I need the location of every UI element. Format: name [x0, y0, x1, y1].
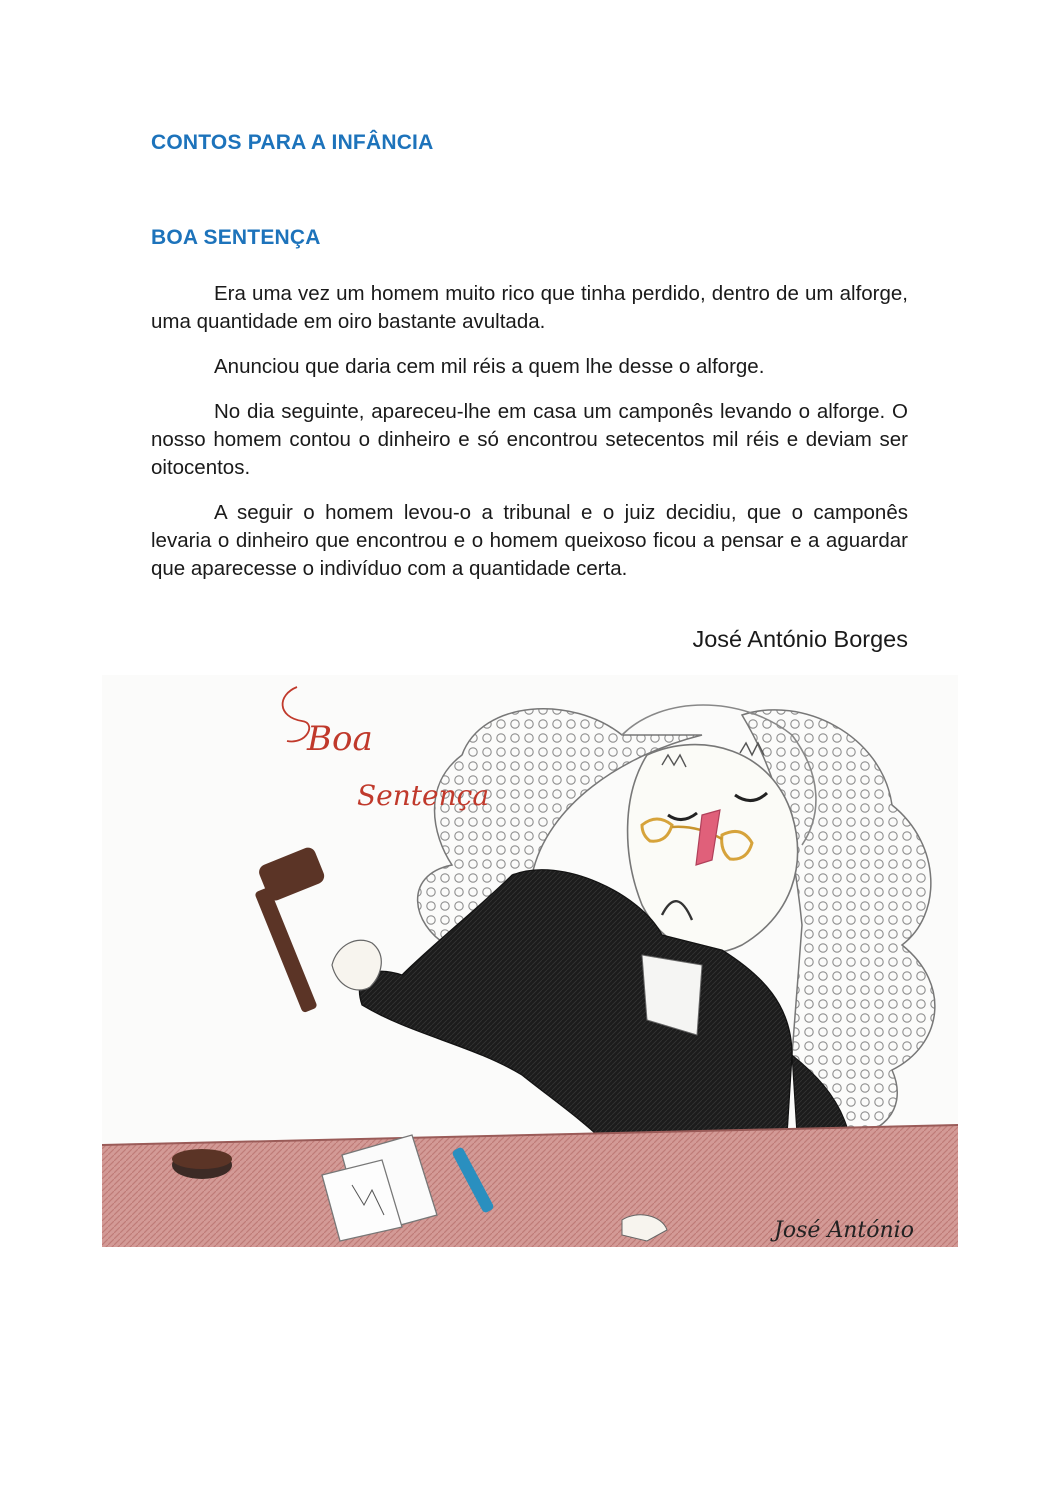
handwritten-title-line1: Boa: [307, 719, 373, 759]
story-paragraph: A seguir o homem levou-o a tribunal e o juiz decidiu, que o camponês levaria o dinheiro que encontrou e o homem queixoso ficou a pensar e a aguardar que aparecesse o indivíduo com a quantidade certa.: [151, 501, 908, 580]
document-title: CONTOS PARA A INFÂNCIA: [151, 131, 434, 154]
handwritten-title: [283, 687, 489, 812]
illustration-signature: José António: [774, 1218, 914, 1243]
story-body: [151, 280, 908, 600]
story-title: BOA SENTENÇA: [151, 226, 321, 249]
gavel-hand: [254, 845, 381, 1013]
author-name: José António Borges: [692, 626, 908, 652]
handwritten-title-line2: Sentença: [357, 779, 490, 812]
story-paragraph: No dia seguinte, apareceu-lhe em casa um camponês levando o alforge. O nosso homem contou o dinheiro e só encontrou setecentos mil réis e deviam ser oitocentos.: [151, 400, 908, 479]
story-paragraph: Era uma vez um homem muito rico que tinha perdido, dentro de um alforge, uma quantidade em oiro bastante avultada.: [151, 282, 908, 333]
judge-illustration: [102, 675, 958, 1247]
story-paragraph: Anunciou que daria cem mil réis a quem lhe desse o alforge.: [214, 355, 765, 378]
